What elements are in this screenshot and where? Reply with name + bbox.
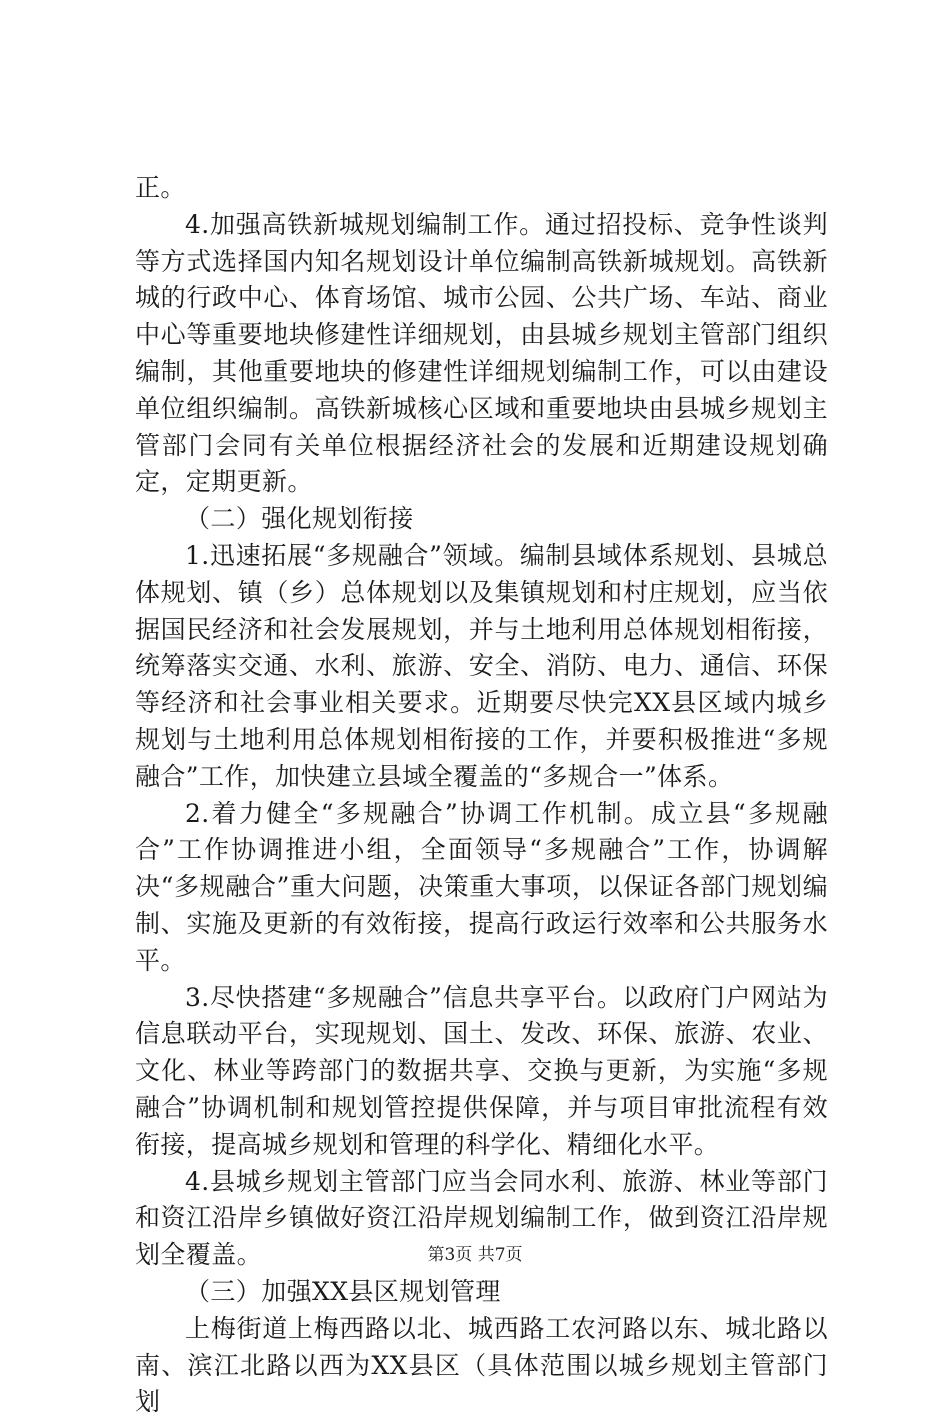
paragraph-item-4-zijiang: 4.县城乡规划主管部门应当会同水利、旅游、林业等部门和资江沿岸乡镇做好资江沿岸规划编制工作，做到资江沿岸规划全覆盖。 <box>135 1166 828 1270</box>
paragraph-item-3-info-platform: 3.尽快搭建“多规融合”信息共享平台。以政府门户网站为信息联动平台，实现规划、国土、发改、环保、旅游、农业、文化、林业等跨部门的数据共享、交换与更新，为实施“多规融合”协调机制和规划管控提供保障，并与项目审批流程有效衔接，提高城乡规划和管理的科学化、精细化水平。 <box>135 982 828 1159</box>
document-body <box>135 170 828 1421</box>
paragraph-item-1-multi-plan: 1.迅速拓展“多规融合”领域。编制县域体系规划、县城总体规划、镇（乡）总体规划以及集镇规划和村庄规划，应当依据国民经济和社会发展规划，并与土地利用总体规划相衔接，统筹落实交通、水利、旅游、安全、消防、电力、通信、环保等经济和社会事业相关要求。近期要尽快完XX县区域内城乡规划与土地利用总体规划相衔接的工作，并要积极推进“多规融合”工作，加快建立县域全覆盖的“多规合一”体系。 <box>135 540 828 791</box>
page-number-footer: 第3页 共7页 <box>427 1245 523 1265</box>
paragraph-item-4-hsr-planning: 4.加强高铁新城规划编制工作。通过招投标、竞争性谈判等方式选择国内知名规划设计单位编制高铁新城规划。高铁新城的行政中心、体育场馆、城市公园、公共广场、车站、商业中心等重要地块修建性详细规划，由县城乡规划主管部门组织编制，其他重要地块的修建性详细规划编制工作，可以由建设单位组织编制。高铁新城核心区域和重要地块由县城乡规划主管部门会同有关单位根据经济社会的发展和近期建设规划确定，定期更新。 <box>135 209 828 497</box>
section-heading-3: （三）加强XX县区规划管理 <box>185 1276 501 1306</box>
paragraph-continuation: 正。 <box>135 173 186 202</box>
section-heading-2: （二）强化规划衔接 <box>185 504 414 534</box>
paragraph-district-scope: 上梅街道上梅西路以北、城西路工农河路以东、城北路以南、滨江北路以西为XX县区（具体范围以城乡规划主管部门划 <box>135 1313 828 1417</box>
paragraph-item-2-coordination: 2.着力健全“多规融合”协调工作机制。成立县“多规融合”工作协调推进小组，全面领导“多规融合”工作，协调解决“多规融合”重大问题，决策重大事项，以保证各部门规划编制、实施及更新的有效衔接，提高行政运行效率和公共服务水平。 <box>135 798 828 975</box>
